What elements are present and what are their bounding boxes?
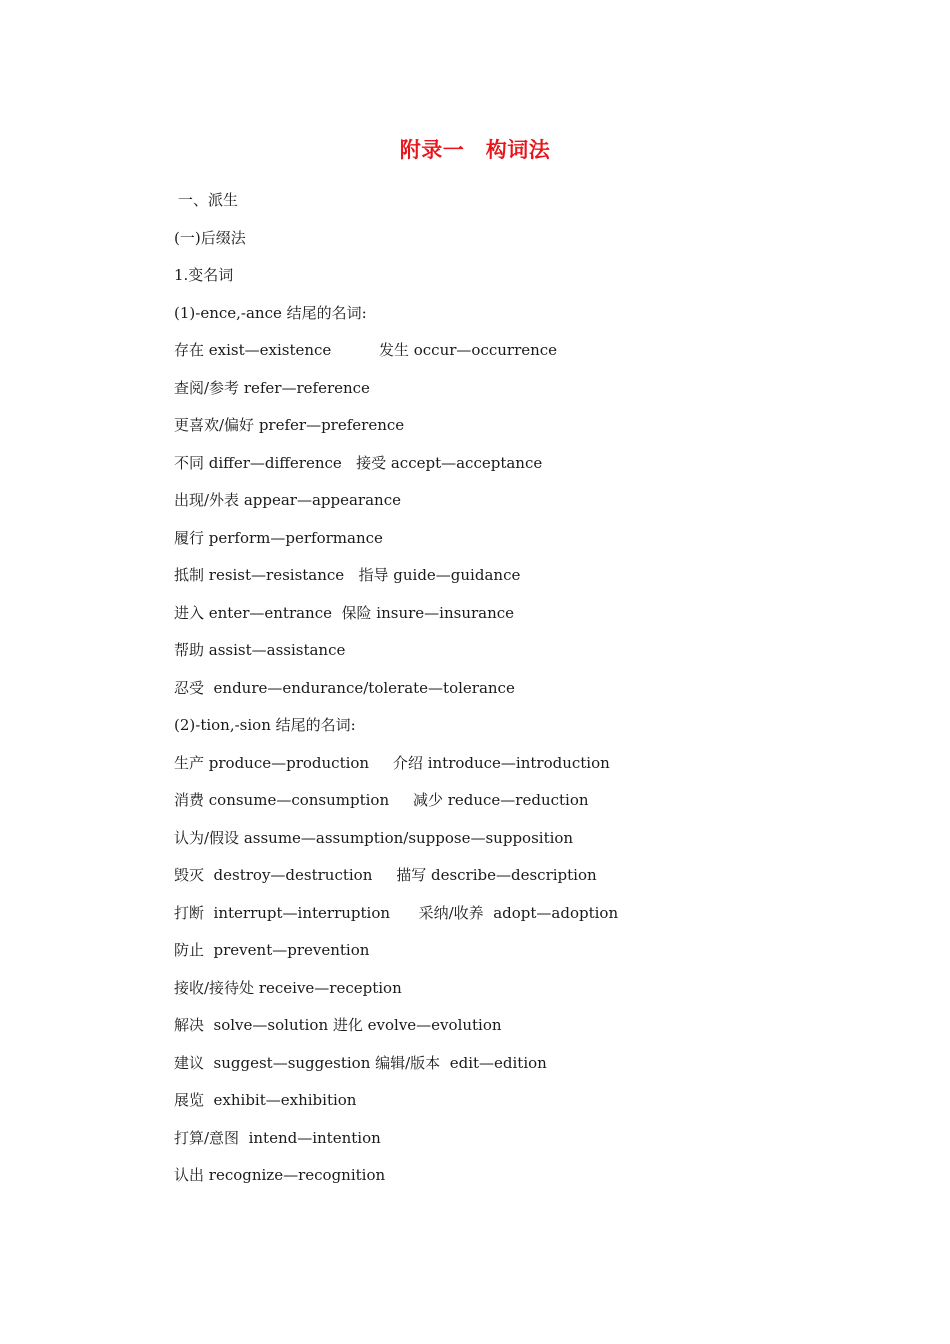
vocab-line: 认为/假设 assume—assumption/suppose—supposition bbox=[174, 828, 574, 847]
vocab-line: 更喜欢/偏好 prefer—preference bbox=[174, 416, 405, 434]
group-heading-ence-ance: (1)-ence,-ance 结尾的名词: bbox=[174, 303, 367, 322]
vocab-line: 建议 suggest—suggestion 编辑/版本 edit—edition bbox=[174, 1053, 547, 1072]
vocab-line: 帮助 assist—assistance bbox=[174, 641, 346, 659]
vocab-line: 查阅/参考 refer—reference bbox=[174, 378, 370, 397]
page-title: 附录一 构词法 bbox=[399, 137, 551, 162]
vocab-line: 打断 interrupt—interruption 采纳/收养 adopt—adoption bbox=[174, 903, 619, 922]
subsection-heading-suffix: (一)后缀法 bbox=[174, 228, 246, 247]
vocab-line: 打算/意图 intend—intention bbox=[174, 1128, 381, 1147]
vocab-line: 解决 solve—solution 进化 evolve—evolution bbox=[174, 1016, 502, 1034]
vocab-line: 抵制 resist—resistance 指导 guide—guidance bbox=[174, 566, 521, 584]
content-lines bbox=[174, 187, 894, 1200]
subsection-heading-nouns: 1.变名词 bbox=[174, 266, 234, 284]
vocab-line: 生产 produce—production 介绍 introduce—introduction bbox=[174, 753, 610, 772]
vocab-line: 履行 perform—performance bbox=[174, 528, 383, 547]
group-heading-tion-sion: (2)-tion,-sion 结尾的名词: bbox=[174, 716, 356, 734]
vocab-line: 毁灭 destroy—destruction 描写 describe—description bbox=[174, 866, 597, 884]
vocab-line: 忍受 endure—endurance/tolerate—tolerance bbox=[174, 678, 515, 697]
vocab-line: 出现/外表 appear—appearance bbox=[174, 491, 401, 509]
vocab-line: 展览 exhibit—exhibition bbox=[174, 1091, 357, 1109]
vocab-line: 进入 enter—entrance 保险 insure—insurance bbox=[174, 603, 515, 622]
vocab-line: 防止 prevent—prevention bbox=[174, 941, 370, 959]
vocab-line: 接收/接待处 receive—reception bbox=[174, 978, 402, 997]
vocab-line: 不同 differ—difference 接受 accept—acceptance bbox=[174, 453, 543, 472]
vocab-line: 存在 exist—existence 发生 occur—occurrence bbox=[174, 341, 558, 359]
vocab-line: 消费 consume—consumption 减少 reduce—reduction bbox=[174, 791, 589, 809]
vocab-line: 认出 recognize—recognition bbox=[174, 1166, 386, 1184]
section-heading-derivation: 一、派生 bbox=[178, 191, 239, 209]
